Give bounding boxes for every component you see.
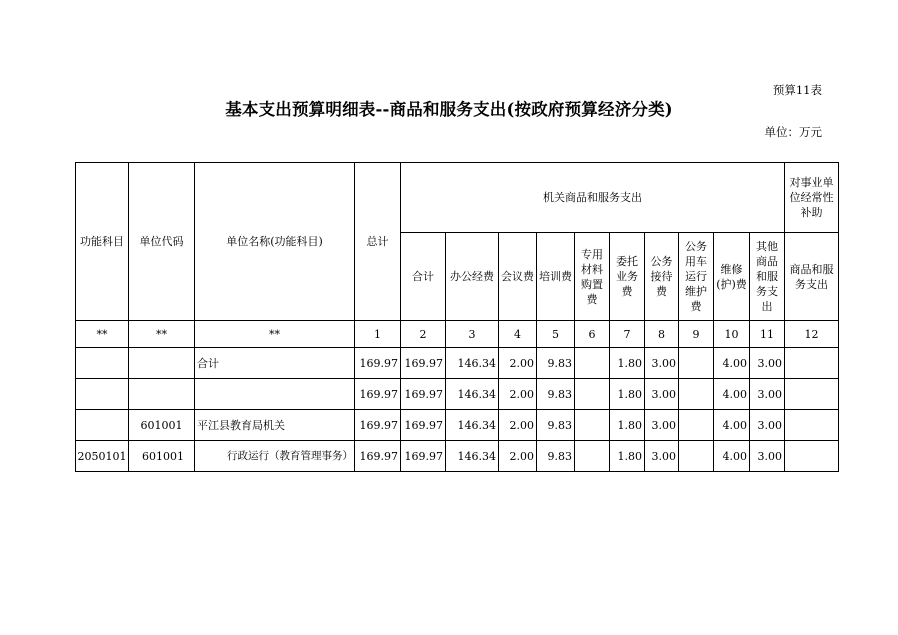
header-reception [645,233,679,321]
cell-unit-code: 601001 [129,410,195,441]
cell-office: 146.34 [446,379,499,410]
cell-vehicle [679,379,714,410]
cell-subsidy [785,410,839,441]
cell-meeting: 2.00 [499,410,537,441]
budget-detail-table [75,162,839,472]
cell-maintenance: 4.00 [714,441,750,472]
header-training: 培训费 [537,233,575,321]
cell-entrusted: 1.80 [610,441,645,472]
header-entrusted-label: 委托业务费 [616,255,638,298]
header-other-label: 其他商品和服务支出 [756,240,778,313]
cell-unit-name: 平江县教育局机关 [195,410,355,441]
cell-reception: 3.00 [645,348,679,379]
cell-subsidy [785,348,839,379]
index-cell: 1 [355,321,401,348]
index-cell: 7 [610,321,645,348]
cell-entrusted: 1.80 [610,410,645,441]
cell-total: 169.97 [355,348,401,379]
cell-meeting: 2.00 [499,348,537,379]
form-number: 预算11表 [772,83,822,97]
cell-unit-name: 行政运行（教育管理事务） [195,441,355,472]
cell-office: 146.34 [446,410,499,441]
index-cell: ** [195,321,355,348]
header-special-material-label: 专用材料购置费 [581,247,603,306]
cell-other: 3.00 [750,441,785,472]
cell-vehicle [679,441,714,472]
header-meeting: 会议费 [499,233,537,321]
header-unit-name: 单位名称(功能科目) [195,163,355,321]
table-row [76,348,839,379]
header-subsidy-group-label: 对事业单位经常性补助 [789,176,834,219]
cell-reception: 3.00 [645,410,679,441]
cell-special-material [575,410,610,441]
cell-meeting: 2.00 [499,441,537,472]
cell-func-subject [76,348,129,379]
index-cell: 11 [750,321,785,348]
cell-unit-code: 601001 [129,441,195,472]
header-vehicle [679,233,714,321]
cell-training: 9.83 [537,410,575,441]
table-row [76,410,839,441]
header-other [750,233,785,321]
header-office: 办公经费 [446,233,499,321]
header-sum: 合计 [401,233,446,321]
index-cell: ** [76,321,129,348]
cell-subsidy [785,379,839,410]
cell-maintenance: 4.00 [714,410,750,441]
cell-reception: 3.00 [645,379,679,410]
cell-meeting: 2.00 [499,379,537,410]
page-title: 基本支出预算明细表--商品和服务支出(按政府预算经济分类) [225,100,673,119]
header-subsidy-group [785,163,839,233]
cell-func-subject: 2050101 [76,441,129,472]
cell-unit-code [129,348,195,379]
index-cell: 12 [785,321,839,348]
cell-func-subject [76,379,129,410]
header-maintenance [714,233,750,321]
index-cell: 2 [401,321,446,348]
index-cell: 5 [537,321,575,348]
unit-label: 单位：万元 [764,125,822,139]
index-cell: 9 [679,321,714,348]
cell-entrusted: 1.80 [610,379,645,410]
cell-vehicle [679,410,714,441]
cell-total: 169.97 [355,410,401,441]
header-reception-label: 公务接待费 [650,255,673,298]
cell-special-material [575,379,610,410]
cell-other: 3.00 [750,410,785,441]
cell-office: 146.34 [446,441,499,472]
cell-unit-code [129,379,195,410]
cell-reception: 3.00 [645,441,679,472]
index-cell: 10 [714,321,750,348]
header-special-material [575,233,610,321]
cell-training: 9.83 [537,441,575,472]
header-org-goods-services: 机关商品和服务支出 [401,163,785,233]
header-maintenance-label: 维修(护)费 [716,262,747,291]
header-func-subject: 功能科目 [76,163,129,321]
cell-func-subject [76,410,129,441]
cell-other: 3.00 [750,379,785,410]
cell-total: 169.97 [355,379,401,410]
header-subsidy-goods-label: 商品和服务支出 [789,262,834,291]
cell-special-material [575,348,610,379]
header-row-1 [76,163,839,233]
cell-vehicle [679,348,714,379]
cell-maintenance: 4.00 [714,379,750,410]
index-cell: 4 [499,321,537,348]
column-index-row [76,321,839,348]
header-unit-code: 单位代码 [129,163,195,321]
cell-other: 3.00 [750,348,785,379]
cell-training: 9.83 [537,379,575,410]
header-total: 总计 [355,163,401,321]
cell-sum: 169.97 [401,379,446,410]
cell-maintenance: 4.00 [714,348,750,379]
header-vehicle-label: 公务用车运行维护费 [685,240,707,313]
cell-unit-name: 合计 [195,348,355,379]
table-row [76,379,839,410]
cell-unit-name [195,379,355,410]
index-cell: 3 [446,321,499,348]
index-cell: ** [129,321,195,348]
cell-special-material [575,441,610,472]
cell-sum: 169.97 [401,410,446,441]
cell-entrusted: 1.80 [610,348,645,379]
cell-sum: 169.97 [401,348,446,379]
cell-total: 169.97 [355,441,401,472]
index-cell: 6 [575,321,610,348]
cell-sum: 169.97 [401,441,446,472]
index-cell: 8 [645,321,679,348]
cell-training: 9.83 [537,348,575,379]
cell-office: 146.34 [446,348,499,379]
header-subsidy-goods [785,233,839,321]
header-entrusted [610,233,645,321]
table-row [76,441,839,472]
cell-subsidy [785,441,839,472]
